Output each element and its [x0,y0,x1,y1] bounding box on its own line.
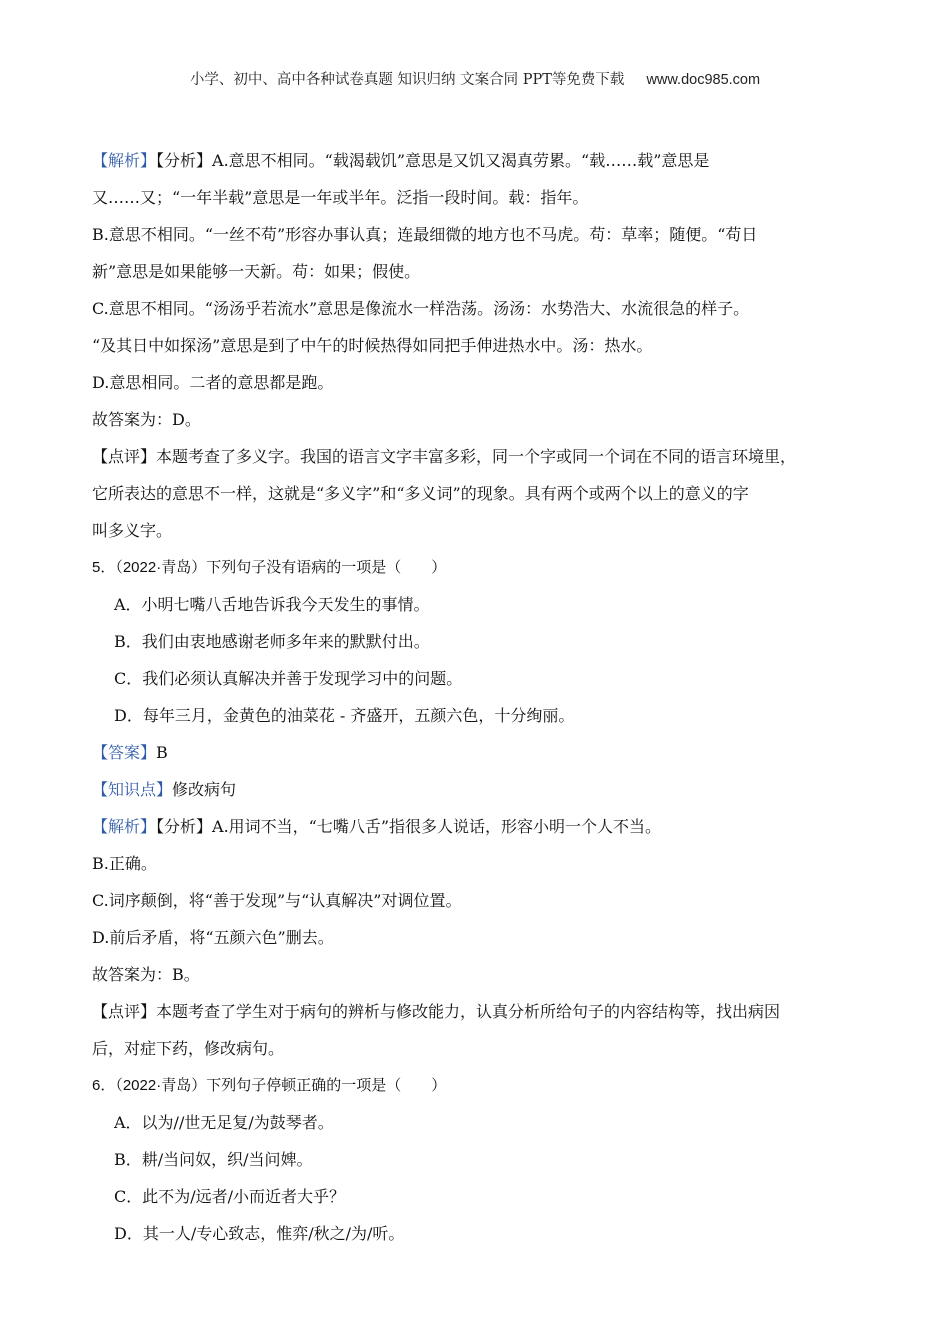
text-line: 后，对症下药，修改病句。 [92,1039,285,1058]
header-url[interactable]: www.doc985.com [646,72,761,88]
question-5-option-a: A．小明七嘴八舌地告诉我今天发生的事情。 [114,595,430,614]
analysis-line: 【解析】【分析】A.用词不当，“七嘴八舌”指很多人说话，形容小明一个人不当。 [92,817,662,836]
comment-tag: 【点评】 [92,447,157,466]
text-line: D.意思相同。二者的意思都是跑。 [92,373,334,392]
analysis-line [92,142,862,179]
text-line: C.词序颠倒，将“善于发现”与“认真解决”对调位置。 [92,891,462,910]
text-line: C.意思不相同。“汤汤乎若流水”意思是像流水一样浩荡。汤汤：水势浩大、水流很急的样子。 [92,299,750,318]
analysis-tag: 【解析】 [92,151,157,170]
question-6-option-a: A．以为//世无足复/为鼓琴者。 [114,1113,334,1132]
knowledge-tag: 【知识点】 [92,780,173,799]
comment-tag: 【点评】 [92,1002,157,1021]
question-5-stem: 5．（2022·青岛）下列句子没有语病的一项是（ ） [92,559,447,576]
comment-line: 【点评】本题考查了多义字。我国的语言文字丰富多彩，同一个字或同一个词在不同的语言环境里， [92,447,797,466]
question-6-option-b: B．耕/当问奴，织/当问婢。 [114,1150,313,1169]
analysis-tag: 【解析】 [92,817,157,836]
analysis-subtag: 【分析】 [156,817,213,836]
text-line: 它所表达的意思不一样，这就是“多义字”和“多义词”的现象。具有两个或两个以上的意义的字 [92,484,749,503]
analysis-subtag: 【分析】 [156,151,213,170]
text-line: B.正确。 [92,854,157,873]
document-body [92,142,862,1252]
question-6-stem: 6．（2022·青岛）下列句子停顿正确的一项是（ ） [92,1077,447,1094]
question-5-option-c: C．我们必须认真解决并善于发现学习中的问题。 [114,669,463,688]
text-line: 又……又；“一年半载”意思是一年或半年。泛指一段时间。载：指年。 [92,188,589,207]
answer-value: B [156,743,168,762]
knowledge-value: 修改病句 [172,780,237,799]
question-5-option-b: B．我们由衷地感谢老师多年来的默默付出。 [114,632,430,651]
text-line: 新”意思是如果能够一天新。苟：如果；假使。 [92,262,421,281]
text-line: 叫多义字。 [92,521,173,540]
knowledge-line [92,771,862,808]
text-line: “及其日中如探汤”意思是到了中午的时候热得如同把手伸进热水中。汤：热水。 [92,336,653,355]
text-line: A.意思不相同。“载渴载饥”意思是又饥又渴真劳累。“载……载”意思是 [212,151,710,170]
conclusion-line: 故答案为：D。 [92,410,201,429]
answer-tag: 【答案】 [92,743,157,762]
header-text: 小学、初中、高中各种试卷真题 知识归纳 文案合同 PPT等免费下载 [189,72,625,88]
question-5-option-d: D．每年三月，金黄色的油菜花 - 齐盛开，五颜六色，十分绚丽。 [114,706,575,725]
text-line: B.意思不相同。“一丝不苟”形容办事认真；连最细微的地方也不马虎。苟：草率；随便。“苟日 [92,225,758,244]
page-header [0,68,950,89]
question-6-option-d: D．其一人/专心致志，惟弈/秋之/为/听。 [114,1224,405,1243]
question-6-option-c: C．此不为/远者/小而近者大乎？ [114,1187,346,1206]
comment-line: 【点评】本题考查了学生对于病句的辨析与修改能力，认真分析所给句子的内容结构等，找出病因 [92,1002,781,1021]
text-line: D.前后矛盾，将“五颜六色”删去。 [92,928,334,947]
conclusion-line: 故答案为：B。 [92,965,200,984]
answer-line [92,734,862,771]
